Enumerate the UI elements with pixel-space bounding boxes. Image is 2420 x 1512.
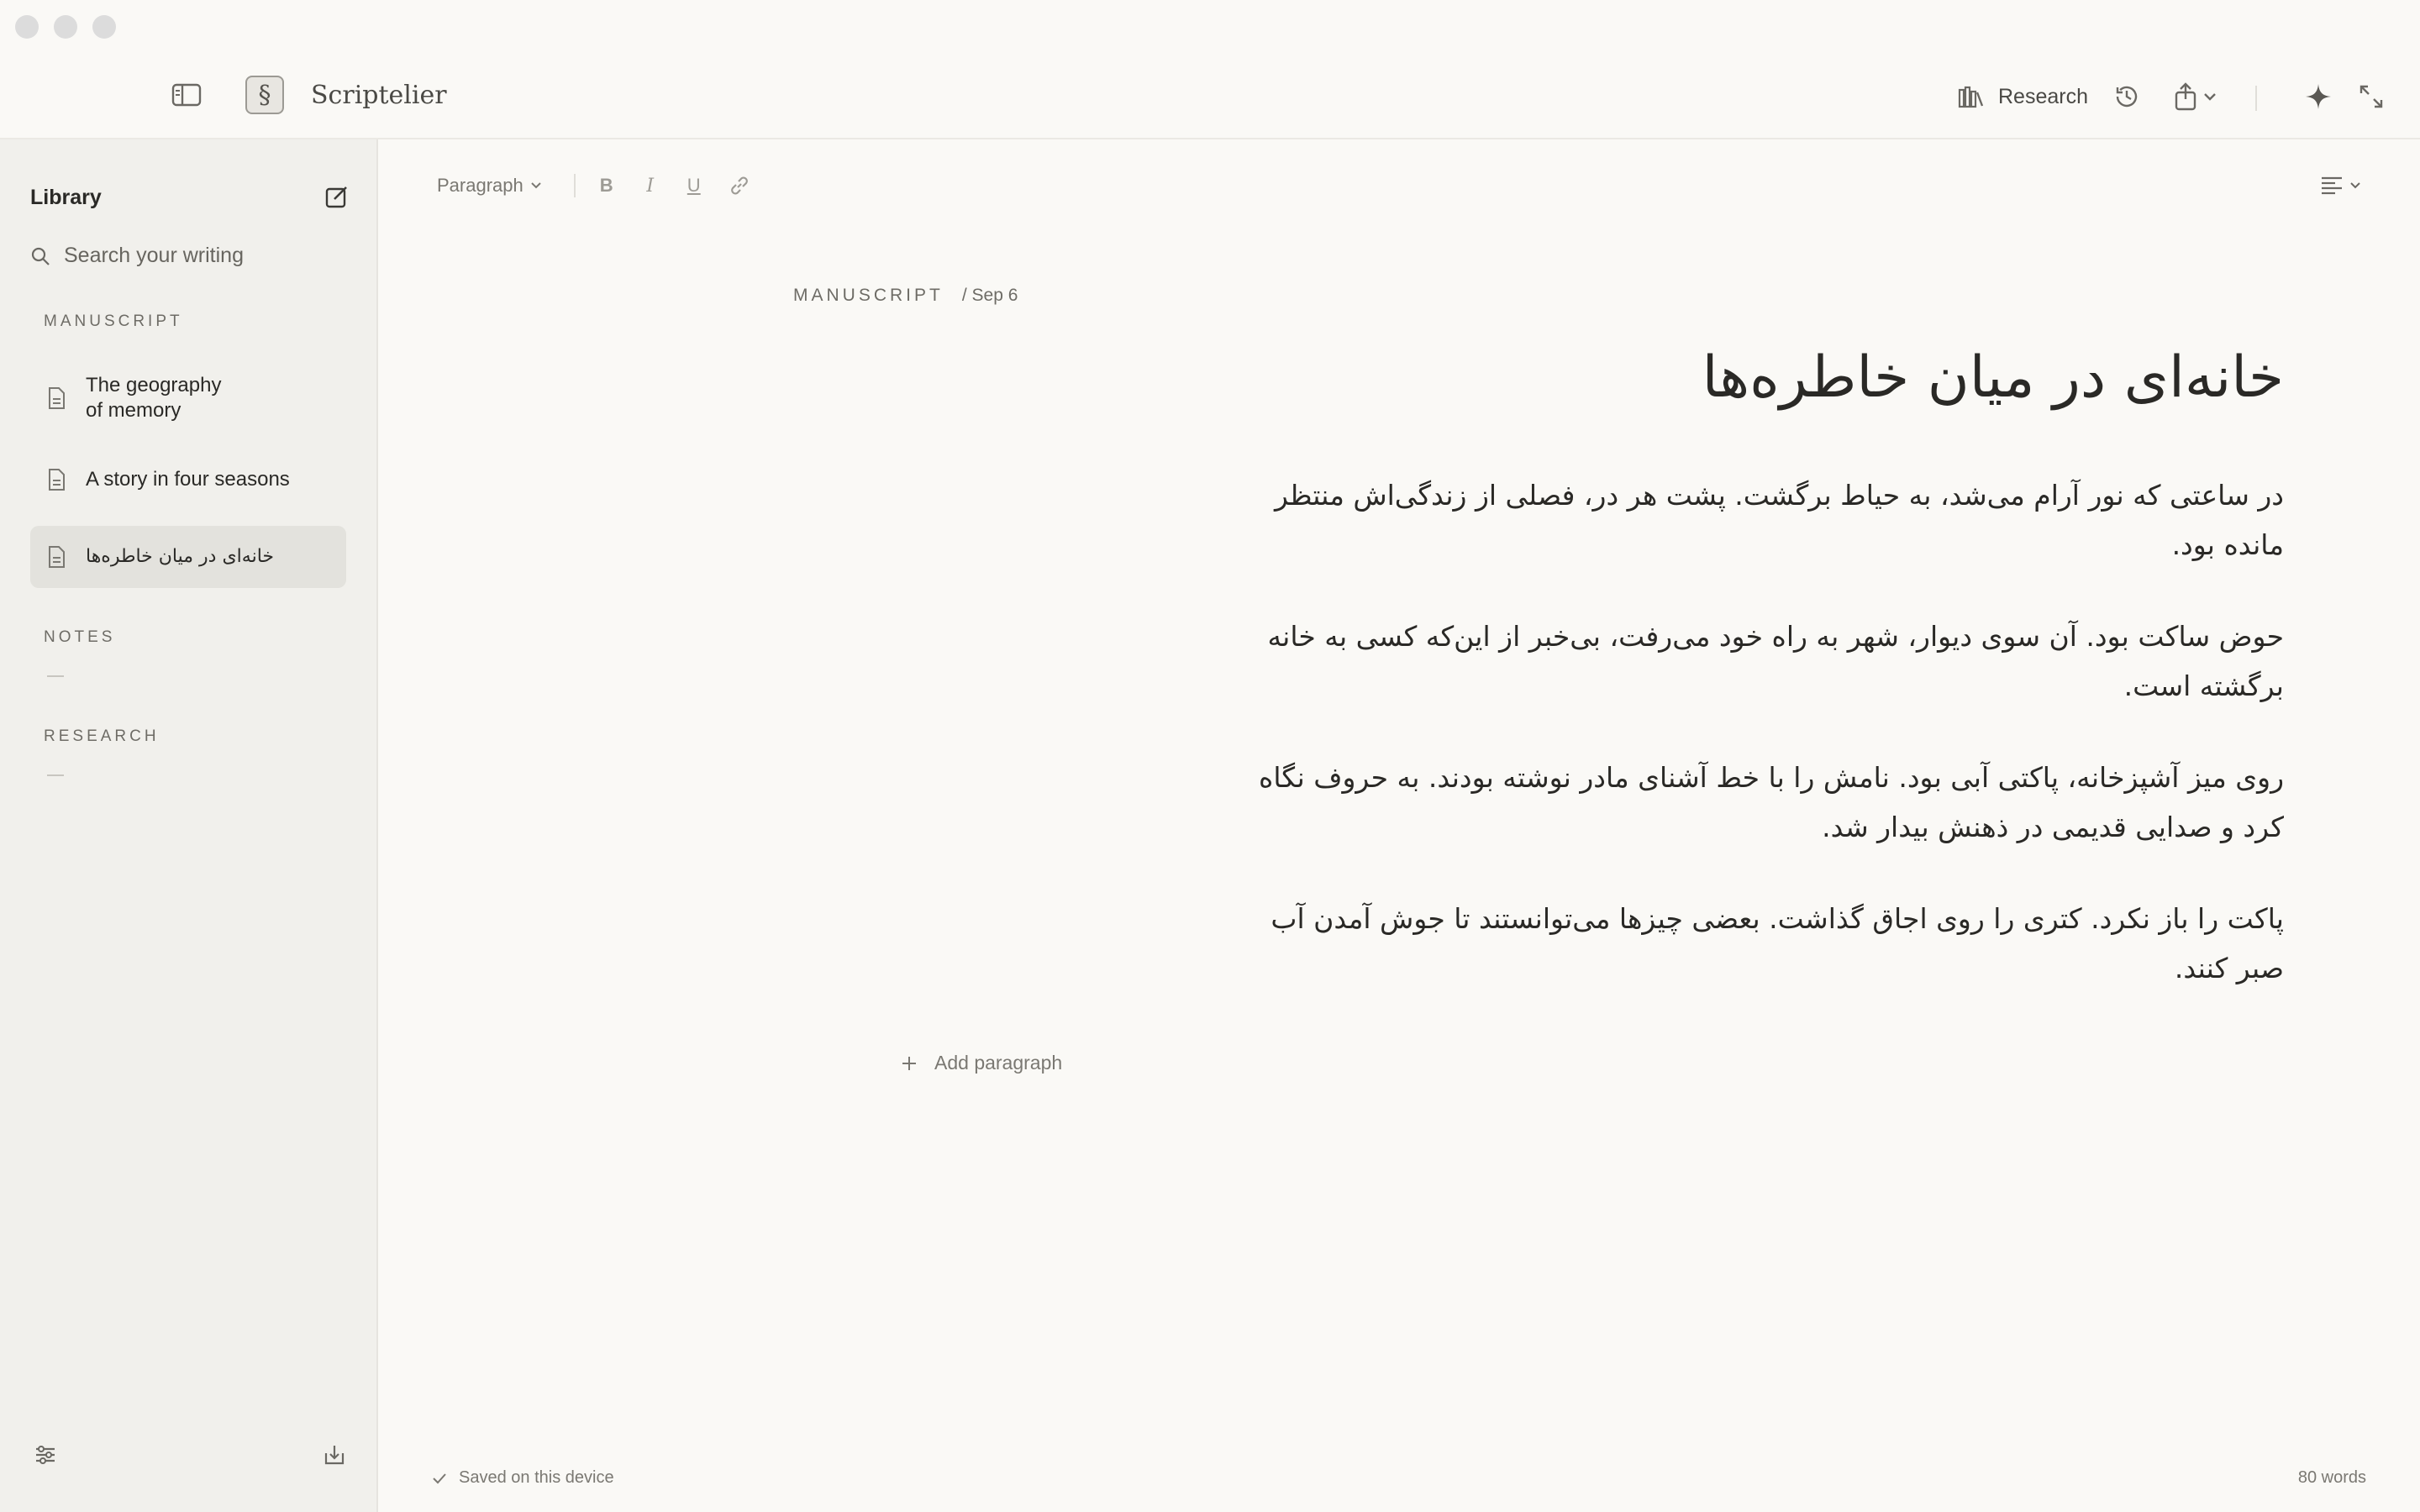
section-research: RESEARCH xyxy=(44,727,160,745)
section-manuscript: MANUSCRIPT xyxy=(44,312,183,330)
notes-empty-dash xyxy=(47,675,64,677)
word-count: 80 words xyxy=(2297,1468,2366,1487)
paragraph-style-label: Paragraph xyxy=(437,175,523,196)
title-bar xyxy=(0,0,2420,139)
share-menu-button[interactable] xyxy=(2173,76,2217,118)
sidebar-toggle-icon[interactable] xyxy=(171,82,202,108)
breadcrumb-section[interactable]: MANUSCRIPT xyxy=(793,286,944,305)
research-empty-dash xyxy=(47,774,64,776)
sidebar-item-label: The geography of memory xyxy=(86,374,222,422)
section-notes: NOTES xyxy=(44,628,116,646)
plus-icon xyxy=(901,1055,918,1072)
import-icon[interactable] xyxy=(323,1443,346,1467)
chevron-down-icon xyxy=(2349,181,2361,190)
italic-button[interactable]: I xyxy=(646,175,655,197)
sidebar-item-label: A story in four seasons xyxy=(86,468,290,491)
paragraph[interactable]: در ساعتی که نور آرام می‌شد، به حیاط برگشت. پشت هر در، فصلی از زندگی‌اش منتظر مانده بود. xyxy=(1275,479,2284,561)
breadcrumb-date: / Sep 6 xyxy=(961,286,1018,305)
sidebar-search[interactable] xyxy=(30,244,244,268)
breadcrumb xyxy=(793,286,1018,306)
sidebar-item-label: خانه‌ای در میان خاطره‌ها xyxy=(86,546,275,567)
titlebar-divider xyxy=(2255,86,2257,111)
checkmark-icon xyxy=(432,1472,447,1485)
expand-icon[interactable] xyxy=(2358,76,2385,118)
sidebar-header xyxy=(30,185,350,210)
sidebar-title: Library xyxy=(30,185,102,209)
sidebar-item-story-four-seasons[interactable] xyxy=(30,447,346,512)
format-toolbar xyxy=(437,165,750,207)
zoom-window-button[interactable] xyxy=(92,15,116,39)
window-controls xyxy=(15,15,116,39)
document-icon xyxy=(47,468,66,491)
research-label: Research xyxy=(1998,84,2088,108)
sidebar-footer xyxy=(34,1443,346,1467)
settings-sliders-icon[interactable] xyxy=(34,1443,57,1467)
document-icon xyxy=(47,545,66,569)
paragraph-style-select[interactable] xyxy=(437,175,542,197)
new-document-icon[interactable] xyxy=(324,185,350,210)
sidebar-item-house-among-memories[interactable] xyxy=(30,526,346,588)
minimize-window-button[interactable] xyxy=(54,15,77,39)
underline-button[interactable]: U xyxy=(687,175,701,196)
search-icon xyxy=(30,246,50,266)
close-window-button[interactable] xyxy=(15,15,39,39)
chevron-down-icon xyxy=(2203,92,2217,102)
link-icon[interactable] xyxy=(729,175,750,197)
titlebar-left xyxy=(171,76,447,114)
document-title[interactable]: خانه‌ای در میان خاطره‌ها xyxy=(1702,344,2284,411)
paragraph[interactable]: پاکت را باز نکرد. کتری را روی اجاق گذاشت. بعضی چیزها می‌توانستند تا جوش آمدن آب صبر کنند. xyxy=(1270,902,2284,984)
search-input[interactable]: Search your writing xyxy=(64,244,244,267)
save-status-label: Saved on this device xyxy=(459,1468,614,1487)
share-icon xyxy=(2173,82,2198,111)
editor-area xyxy=(380,139,2420,1512)
text-align-menu[interactable] xyxy=(2319,165,2361,207)
history-icon[interactable] xyxy=(2112,76,2141,118)
document-icon xyxy=(47,386,66,410)
align-right-icon xyxy=(2319,175,2344,197)
toolbar-divider xyxy=(574,174,576,197)
add-paragraph-label: Add paragraph xyxy=(934,1052,1063,1074)
app-logo-icon: § xyxy=(245,76,284,114)
bold-button[interactable]: B xyxy=(599,175,613,196)
save-status xyxy=(432,1468,614,1488)
chevron-down-icon xyxy=(530,181,542,190)
sidebar-item-geography-of-memory[interactable] xyxy=(30,358,346,438)
books-icon xyxy=(1958,85,1985,108)
paragraph[interactable]: حوض ساکت بود. آن سوی دیوار، شهر به راه خود می‌رفت، بی‌خبر از این‌که کسی به خانه برگشته است. xyxy=(1267,620,2284,702)
research-button[interactable] xyxy=(1958,76,2088,118)
add-paragraph-button[interactable] xyxy=(901,1052,1062,1074)
app-name: Scriptelier xyxy=(311,80,447,110)
paragraph[interactable]: روی میز آشپزخانه، پاکتی آبی بود. نامش را با خط آشنای مادر نوشته بودند. به حروف نگاه کرد و صدایی قدیمی در ذهنش بیدار شد. xyxy=(1259,761,2284,843)
library-sidebar xyxy=(0,139,378,1512)
sparkle-icon[interactable] xyxy=(2304,76,2333,118)
